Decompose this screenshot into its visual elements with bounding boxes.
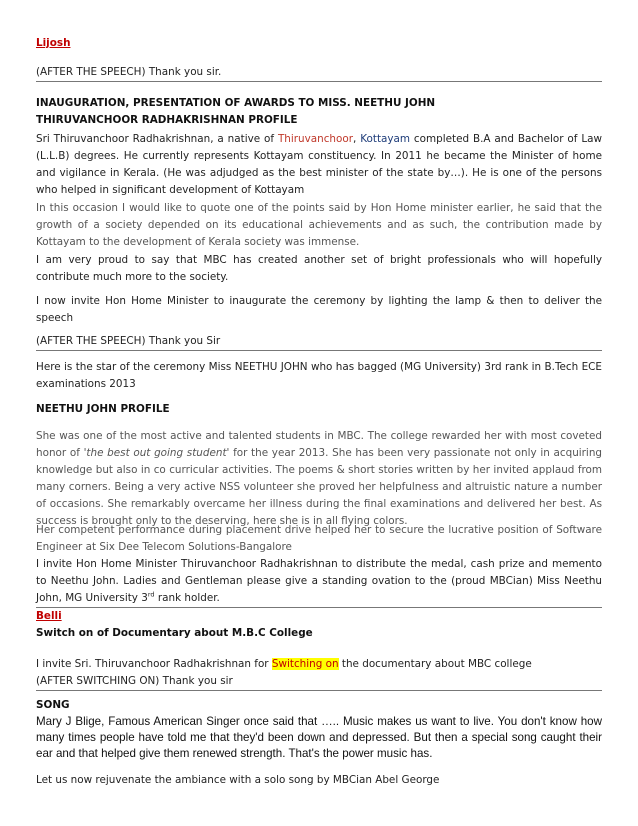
profile-heading: THIRUVANCHOOR RADHAKRISHNAN PROFILE xyxy=(36,114,298,126)
song-quote-paragraph: Mary J Blige, Famous American Singer once said that ….. Music makes us want to live. You don't know how many times people have told me that they'd been down and depressed. But then a special song caught their ear and that helped give them renewed strength. That's the power music has. xyxy=(36,715,602,760)
inauguration-heading-line1: INAUGURATION, PRESENTATION OF AWARDS TO MISS. NEETHU JOHN xyxy=(36,97,436,109)
speaker-label-2: Belli xyxy=(36,610,62,622)
speaker-belli xyxy=(36,608,602,625)
medal-invite-paragraph: I invite Hon Home Minister Thiruvanchoor Radhakrishnan to distribute the medal, cash prize and memento to Neethu John. Ladies and Gentleman please give a standing ovation to the (proud MBCian) Miss Neethu John, MG University 3rd rank holder. xyxy=(36,556,602,608)
song-invite-line: Let us now rejuvenate the ambiance with a solo song by MBCian Abel George xyxy=(36,774,440,786)
thiruvanchoor-link[interactable]: Thiruvanchoor xyxy=(277,133,354,145)
profile-paragraph: Sri Thiruvanchoor Radhakrishnan, a native of Thiruvanchoor, Kottayam completed B.A and Bachelor of Law (L.L.B) degrees. He currently represents Kottayam constituency. In 2011 he became the Minister of home and vigilance in Kerala. (He was adjudged as the best minister of the state by…). He is one of the persons who helped in significant development of Kottayam xyxy=(36,133,602,196)
neethu-heading: NEETHU JOHN PROFILE xyxy=(36,403,170,415)
placement-paragraph: Her competent performance during placement drive helped her to secure the lucrative position of Software Engineer at Six Dee Telecom Solutions-Bangalore xyxy=(36,524,602,553)
star-paragraph: Here is the star of the ceremony Miss NEETHU JOHN who has bagged (MG University) 3rd rank in B.Tech ECE examinations 2013 xyxy=(36,361,602,390)
documentary-block xyxy=(36,656,602,691)
switching-on-highlight: Switching on xyxy=(271,658,339,670)
song-heading: SONG xyxy=(36,699,70,711)
documentary-heading: Switch on of Documentary about M.B.C College xyxy=(36,627,313,639)
after-switching-line: (AFTER SWITCHING ON) Thank you sir xyxy=(36,675,233,687)
neethu-profile-paragraph: She was one of the most active and talented students in MBC. The college rewarded her with most coveted honor of 'the best out going student' for the year 2013. She has been very passionate not only in acquiring knowledge but also in co curricular activities. The poems & short stories written by her invited applaud from many corners. Being a very active NSS volunteer she proved her helpfulness and altruistic nature a number of occasions. She remarkably overcame her illness during the final examinations and delivered her best. As success is brought only to the deserving, here she is in all flying colors. xyxy=(36,430,602,527)
speaker-lijosh xyxy=(36,35,602,52)
proud-paragraph: I am very proud to say that MBC has created another set of bright professionals who will hopefully contribute much more to the society. xyxy=(36,254,602,283)
inauguration-heading xyxy=(36,95,602,129)
after-speech-line-2: (AFTER THE SPEECH) Thank you Sir xyxy=(36,333,602,351)
documentary-invite-line: I invite Sri. Thiruvanchoor Radhakrishnan for Switching on the documentary about MBC college xyxy=(36,658,532,670)
invite-minister-paragraph: I now invite Hon Home Minister to inaugurate the ceremony by lighting the lamp & then to deliver the speech xyxy=(36,295,602,324)
after-speech-line-1: (AFTER THE SPEECH) Thank you sir. xyxy=(36,64,602,82)
kottayam-link[interactable]: Kottayam xyxy=(360,133,411,145)
quote-paragraph: In this occasion I would like to quote one of the points said by Hon Home minister earlier, he said that the growth of a society depended on its educational achievements and as such, the contribution made by Kottayam to the development of Kerala society was immense. xyxy=(36,202,602,248)
speaker-label: Lijosh xyxy=(36,37,71,49)
best-student-quote: 'the best out going student' xyxy=(83,447,230,459)
